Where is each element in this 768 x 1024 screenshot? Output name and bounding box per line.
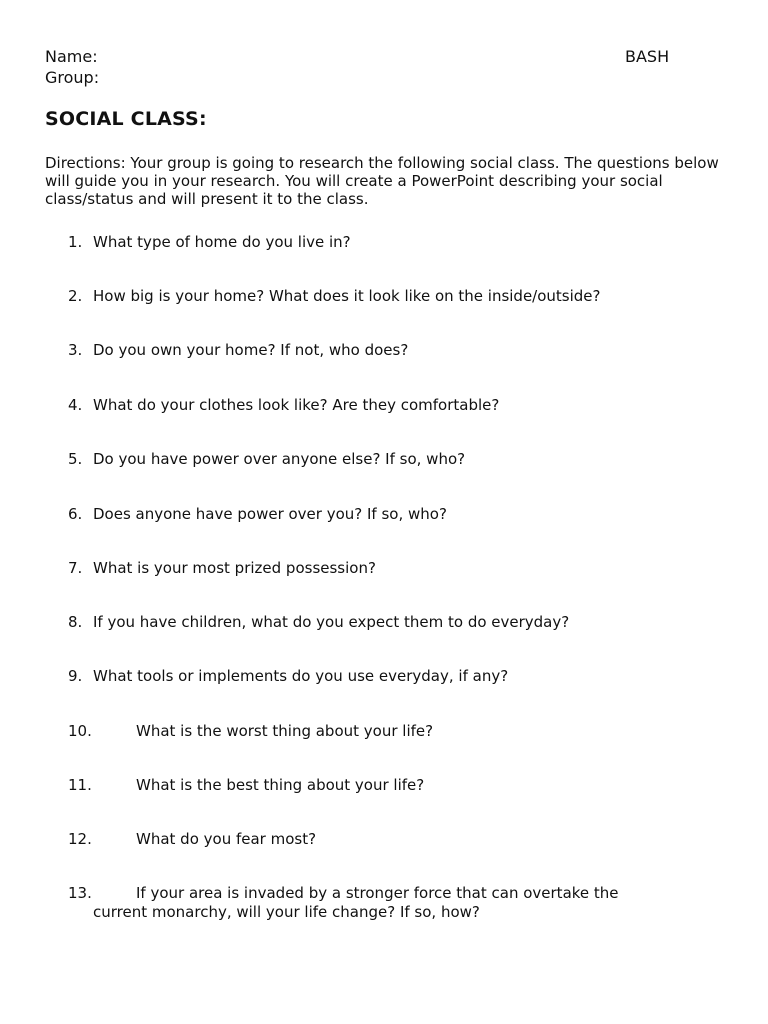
question-text: What is the worst thing about your life? [136, 722, 434, 740]
question-text: Does anyone have power over you? If so, who? [93, 505, 447, 523]
question-text: What type of home do you live in? [93, 233, 351, 251]
question-text-continuation: current monarchy, will your life change? If so, how? [93, 903, 480, 921]
question-number: 11. [68, 776, 92, 794]
name-label: Name: [45, 47, 98, 66]
question-item [68, 776, 728, 795]
question-item [68, 667, 728, 686]
question-text: Do you own your home? If not, who does? [93, 341, 409, 359]
question-item [68, 396, 728, 415]
question-text: How big is your home? What does it look like on the inside/outside? [93, 287, 601, 305]
question-item [68, 505, 728, 524]
question-text: What is the best thing about your life? [136, 776, 425, 794]
question-number: 8. [68, 613, 83, 631]
question-number: 9. [68, 667, 83, 685]
question-text: What do your clothes look like? Are they comfortable? [93, 396, 500, 414]
question-text: Do you have power over anyone else? If so, who? [93, 450, 466, 468]
question-text: What is your most prized possession? [93, 559, 376, 577]
question-item [68, 884, 728, 922]
question-item [68, 722, 728, 741]
group-label: Group: [45, 68, 100, 87]
question-number: 12. [68, 830, 92, 848]
page-title: SOCIAL CLASS: [45, 108, 207, 130]
question-number: 3. [68, 341, 83, 359]
question-number: 4. [68, 396, 83, 414]
question-number: 5. [68, 450, 83, 468]
question-number: 6. [68, 505, 83, 523]
question-text: If you have children, what do you expect them to do everyday? [93, 613, 570, 631]
question-item [68, 450, 728, 469]
question-number: 1. [68, 233, 83, 251]
class-code: BASH [625, 47, 670, 66]
directions-paragraph: Directions: Your group is going to research the following social class. The questions below will guide you in your research. You will create a PowerPoint describing your social class/status and will present it to the class. [45, 154, 719, 208]
question-number: 10. [68, 722, 92, 740]
question-item [68, 233, 728, 252]
question-text: If your area is invaded by a stronger force that can overtake the [136, 884, 619, 902]
question-item [68, 287, 728, 306]
question-text: What do you fear most? [136, 830, 317, 848]
question-number: 13. [68, 884, 92, 902]
question-number: 7. [68, 559, 83, 577]
question-item [68, 613, 728, 632]
question-item [68, 341, 728, 360]
question-item [68, 830, 728, 849]
question-item [68, 559, 728, 578]
question-text: What tools or implements do you use everyday, if any? [93, 667, 509, 685]
question-number: 2. [68, 287, 83, 305]
